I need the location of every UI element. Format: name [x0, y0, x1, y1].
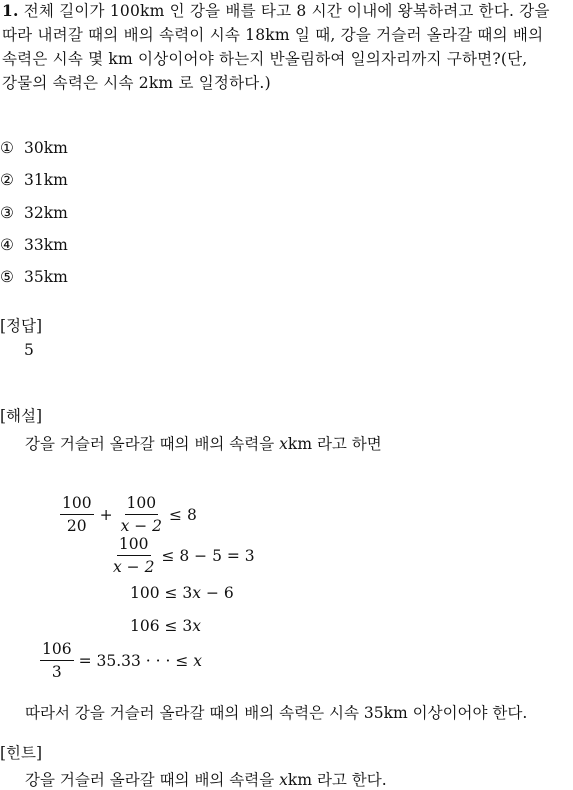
equation-3-lhs: 100 ≤ 3	[130, 584, 193, 602]
question-number: 1.	[2, 1, 19, 20]
fraction-denominator: 20	[66, 517, 87, 535]
choice-1[interactable]	[0, 139, 68, 157]
choice-5-text: 35km	[24, 268, 68, 286]
answer-value: 5	[24, 341, 34, 359]
choice-2-text: 31km	[24, 171, 68, 189]
hint-text-lead: 강을 거슬러 올라갈 때의 배의 속력을	[25, 771, 275, 789]
choice-4-mark: ④	[0, 236, 14, 254]
fraction-numerator: 100	[117, 535, 151, 556]
fraction-denominator: x − 2	[120, 517, 163, 535]
equation-5-rhs: = 35.33 · · · ≤	[78, 651, 194, 670]
fraction-denominator: 3	[51, 663, 62, 681]
choice-3[interactable]	[0, 204, 68, 222]
solution-intro	[25, 432, 382, 454]
hint-text	[25, 768, 387, 790]
choice-2[interactable]	[0, 171, 68, 189]
choice-3-mark: ③	[0, 204, 14, 222]
equation-5	[40, 640, 202, 681]
hint-label: [힌트]	[0, 744, 43, 762]
equation-4-variable: x	[192, 617, 202, 635]
choice-5[interactable]	[0, 268, 68, 286]
choice-3-text: 32km	[24, 204, 68, 222]
equation-2	[111, 535, 255, 576]
equation-2-rhs: ≤ 8 − 5 = 3	[161, 546, 255, 565]
question-text-2: 따라 내려갈 때의 배의 속력이 시속 18km 일 때, 강을 거슬러 올라갈 때의 배의	[2, 26, 544, 44]
choice-1-text: 30km	[24, 139, 68, 157]
fraction-100-over-x-minus-2	[111, 535, 156, 576]
equation-3-tail: − 6	[201, 584, 234, 602]
solution-intro-tail: km 라고 하면	[287, 435, 382, 453]
question-line-1	[2, 0, 550, 22]
choice-4[interactable]	[0, 236, 68, 254]
fraction-106-over-3	[40, 640, 74, 681]
solution-label: [해설]	[0, 407, 43, 425]
equation-4-lhs: 106 ≤ 3	[130, 617, 193, 635]
equation-5-variable: x	[193, 651, 203, 670]
hint-variable: x	[279, 771, 288, 789]
question-text-3: 속력은 시속 몇 km 이상이어야 하는지 반올림하여 일의자리까지 구하면?(단,	[2, 50, 528, 68]
fraction-numerator: 100	[125, 494, 159, 515]
question-text-4: 강물의 속력은 시속 2km 로 일정하다.)	[2, 74, 271, 92]
fraction-denominator: x − 2	[113, 558, 155, 576]
choice-5-mark: ⑤	[0, 268, 14, 286]
fraction-numerator: 100	[60, 494, 94, 515]
fraction-100-over-x-minus-2	[119, 494, 164, 535]
equation-4	[130, 617, 201, 635]
equation-3	[130, 584, 234, 602]
fraction-100-over-20	[60, 494, 94, 535]
fraction-numerator: 106	[40, 640, 74, 661]
choice-4-text: 33km	[24, 236, 68, 254]
hint-text-tail: km 라고 한다.	[287, 771, 387, 789]
choice-2-mark: ②	[0, 171, 14, 189]
solution-intro-variable: x	[279, 435, 288, 453]
plus-sign: +	[99, 505, 113, 524]
equation-3-variable: x	[192, 584, 202, 602]
answer-label: [정답]	[0, 317, 43, 335]
choice-1-mark: ①	[0, 139, 14, 157]
equation-1	[60, 494, 197, 535]
solution-conclusion: 따라서 강을 거슬러 올라갈 때의 배의 속력은 시속 35km 이상이어야 한다.	[25, 704, 528, 722]
question-text-1: 전체 길이가 100km 인 강을 배를 타고 8 시간 이내에 왕복하려고 한다. 강을	[23, 2, 550, 20]
equation-1-rhs: ≤ 8	[169, 505, 197, 524]
solution-intro-text: 강을 거슬러 올라갈 때의 배의 속력을	[25, 435, 275, 453]
